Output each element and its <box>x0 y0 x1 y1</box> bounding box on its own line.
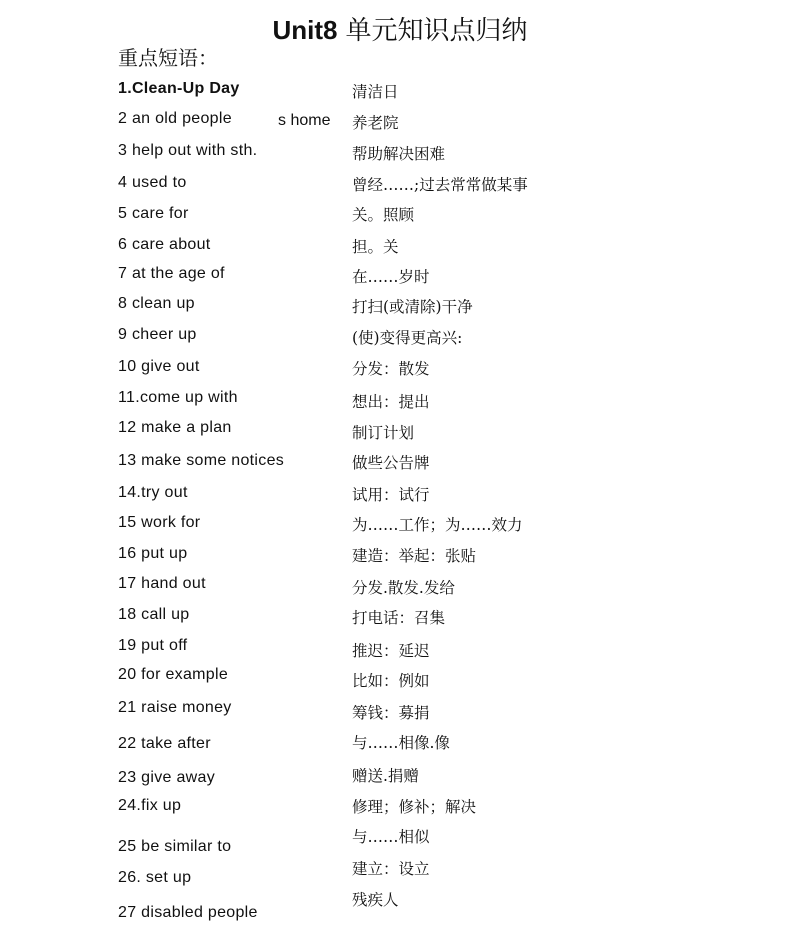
phrase-en: 23 give away <box>118 769 215 786</box>
phrase-cn: 试用：试行 <box>352 486 430 504</box>
phrase-en: 21 raise money <box>118 699 232 716</box>
phrase-en: 6 care about <box>118 236 211 253</box>
phrase-cn: 推迟：延迟 <box>352 642 430 660</box>
phrase-cn: 担。关 <box>352 238 399 256</box>
phrase-cn: 赠送.捐赠 <box>352 767 419 785</box>
phrase-en: 7 at the age of <box>118 265 225 282</box>
phrase-en: 20 for example <box>118 666 229 683</box>
phrase-en: 26. set up <box>118 869 192 886</box>
phrase-en: 1.Clean-Up Day <box>118 80 240 97</box>
phrase-cn: 筹钱：募捐 <box>352 704 430 722</box>
phrase-cn: 与……相似 <box>352 828 430 846</box>
phrase-cn: 分发：散发 <box>352 360 430 378</box>
phrase-cn: 在……岁时 <box>352 268 430 286</box>
phrase-en-fragment: s home <box>278 112 331 129</box>
phrase-en: 11.come up with <box>118 389 238 406</box>
phrase-cn: 关。照顾 <box>352 206 415 224</box>
phrase-en: 27 disabled people <box>118 904 258 921</box>
phrase-en: 22 take after <box>118 735 211 752</box>
phrase-cn: 打电话：召集 <box>352 609 446 627</box>
phrase-en: 18 call up <box>118 606 190 623</box>
phrase-en: 17 hand out <box>118 575 206 592</box>
phrase-cn: 修理；修补；解决 <box>352 798 477 816</box>
phrase-cn: 做些公告牌 <box>352 454 430 472</box>
phrase-en: 4 used to <box>118 174 187 191</box>
title-unit: Unit8 <box>272 15 338 45</box>
phrase-cn: 清洁日 <box>352 83 399 101</box>
phrase-cn: 曾经……;过去常常做某事 <box>352 176 528 194</box>
phrase-en: 19 put off <box>118 637 188 654</box>
phrase-en: 14.try out <box>118 484 188 501</box>
title-heading: 单元知识点归纳 <box>345 16 528 46</box>
phrase-en: 10 give out <box>118 358 200 375</box>
phrase-cn: 比如：例如 <box>352 672 430 690</box>
phrase-en: 8 clean up <box>118 295 195 312</box>
phrase-en: 25 be similar to <box>118 838 232 855</box>
phrase-en: 9 cheer up <box>118 326 197 343</box>
phrase-cn: (使)变得更高兴: <box>352 329 463 347</box>
phrase-cn: 想出：提出 <box>352 393 430 411</box>
phrase-cn: 建造：举起：张贴 <box>352 547 477 565</box>
phrase-en: 16 put up <box>118 545 188 562</box>
phrase-en: 12 make a plan <box>118 419 232 436</box>
phrase-cn: 建立：设立 <box>352 860 430 878</box>
phrase-en: 15 work for <box>118 514 201 531</box>
phrase-cn: 分发.散发.发给 <box>352 579 455 597</box>
phrase-cn: 与……相像.像 <box>352 734 450 752</box>
phrase-en: 5 care for <box>118 205 189 222</box>
phrase-cn: 打扫(或清除)干净 <box>352 298 473 316</box>
phrase-cn: 养老院 <box>352 114 399 132</box>
phrase-en: 24.fix up <box>118 797 182 814</box>
phrase-cn: 残疾人 <box>352 891 399 909</box>
phrase-cn: 帮助解决困难 <box>352 145 446 163</box>
phrase-en: 13 make some notices <box>118 452 285 469</box>
phrase-en: 3 help out with sth. <box>118 142 258 159</box>
phrase-cn: 为……工作；为……效力 <box>352 516 523 534</box>
phrase-cn: 制订计划 <box>352 424 415 442</box>
section-heading: 重点短语： <box>118 46 218 70</box>
phrase-en: 2 an old people <box>118 110 232 127</box>
